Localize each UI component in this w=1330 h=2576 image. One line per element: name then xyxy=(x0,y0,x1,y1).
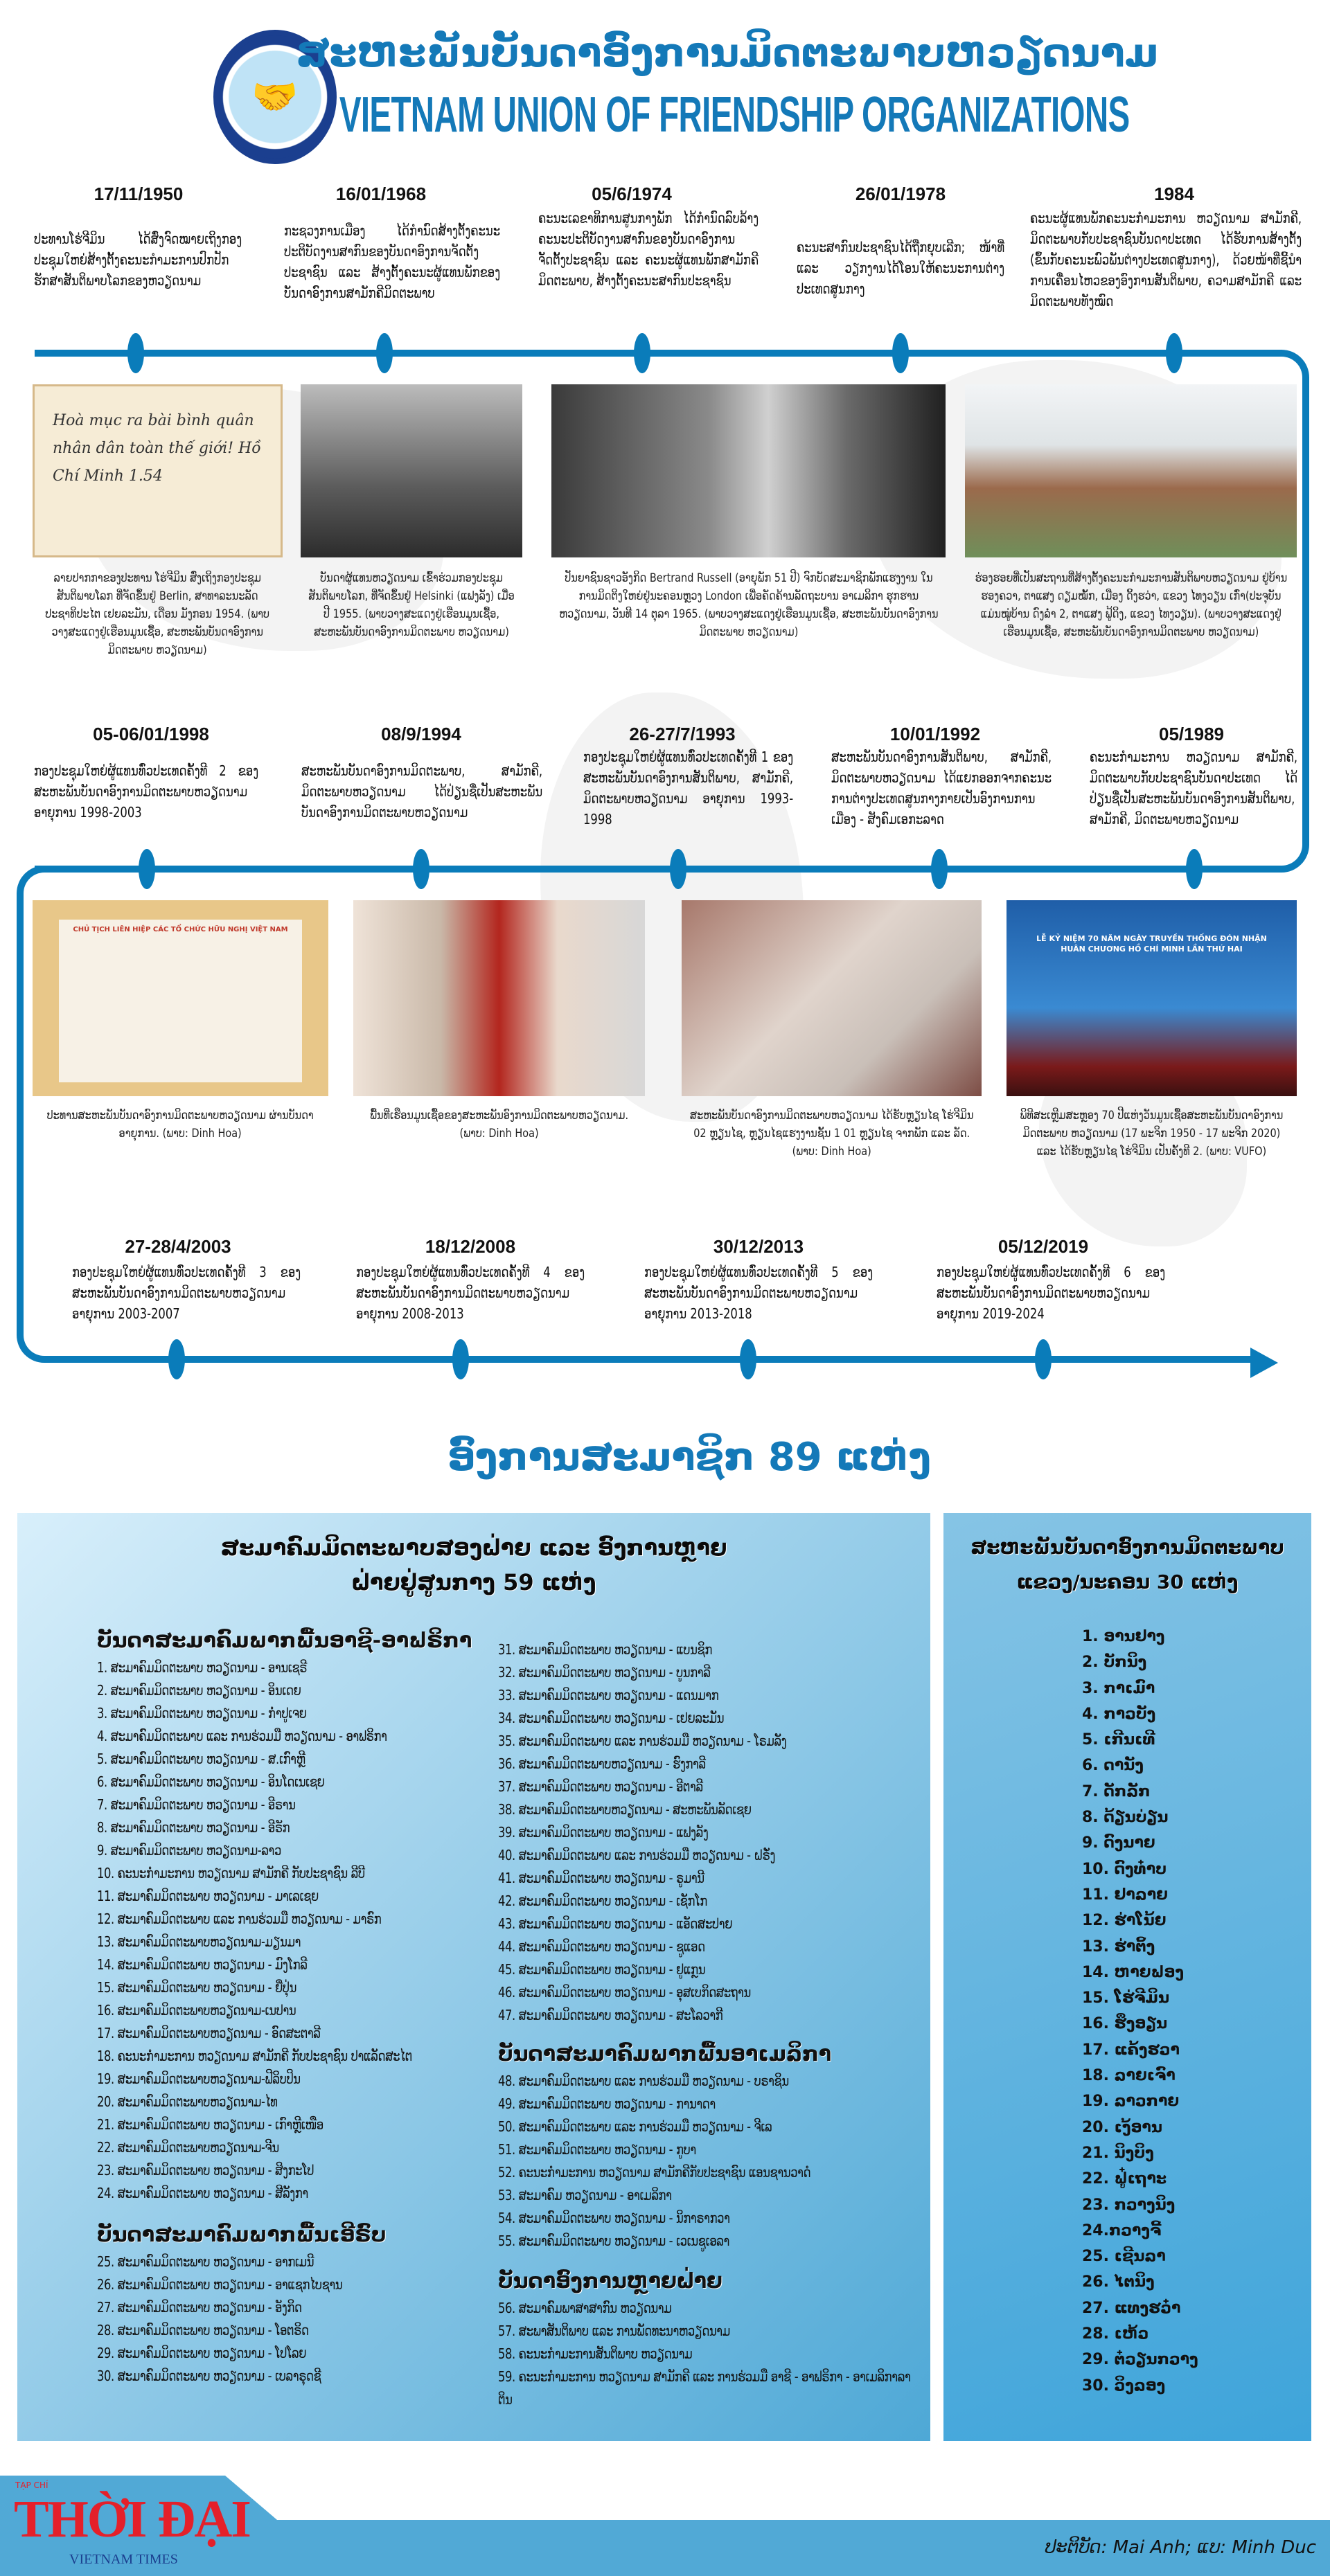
member-item: 49. ສະມາຄົມມິດຕະພາບ ຫວຽດນາມ - ການາດາ xyxy=(498,2095,716,2112)
timeline-dot xyxy=(931,849,948,889)
panel-left-title xyxy=(17,1530,930,1600)
member-item: 46. ສະມາຄົມມິດຕະພາບ ຫວຽດນາມ - ອຸສເບກິດສະຖານ xyxy=(498,1984,751,2001)
photo-caption-text: ຮ່ອງຮອຍທີ່ເປັນສະຖານທີ່ສ້າງຕັ້ງຄະນະກຳມະການສັນຕິພາບຫວຽດນາມ ຢູ່ບ້ານ ຮອງຄວາ, ຕາແສງ ດຽມໝັ້ກ, ເມືອງ ດິ້ງຮວ່າ, ແຂວງ ໄທງວຽນ ເກົ່າ(ປະຈຸບັນແມ່ນໝູ່ບ້ານ ດົງລ່ຳ 2, ຕາແສງ ຟູ້ດິງ, ແຂວງ ໄທງວຽນ). (ພາບວາງສະແດງຢູ່ເຮືອນມູນເຊື້ອ, ສະຫະພັນບັນດາອົງການມິດຕະພາບ ຫວຽດນາມ) xyxy=(975,571,1287,639)
section-heading: ບັນດາສະມາຄົມພາກພື້ນອາຊີ-ອາຟຣິກາ xyxy=(97,1629,472,1653)
panel-right-title xyxy=(943,1530,1311,1600)
photo-russell xyxy=(551,384,946,557)
province-item: 14. ຫາຍຟອງ xyxy=(1082,1963,1184,1981)
brand-small: TẠP CHÍ xyxy=(15,2480,48,2490)
member-item: 19. ສະມາຄົມມິດຕະພາບຫວຽດນາມ-ຟີລິບປິນ xyxy=(97,2070,301,2087)
member-item: 21. ສະມາຄົມມິດຕະພາບ ຫວຽດນາມ - ເກົາຫຼີເໜືອ xyxy=(97,2116,323,2133)
member-item: 9. ສະມາຄົມມິດຕະພາບ ຫວຽດນາມ-ລາວ xyxy=(97,1842,281,1859)
member-item: 44. ສະມາຄົມມິດຕະພາບ ຫວຽດນາມ - ຊູແອດ xyxy=(498,1938,705,1955)
photo-caption-text: ປະທານສະຫະພັນບັນດາອົງການມິດຕະພາບຫວຽດນາມ ຜ່ານບັນດາອາຍຸການ. (ພາບ: Dinh Hoa) xyxy=(46,1109,314,1141)
member-item: 20. ສະມາຄົມມິດຕະພາບຫວຽດນາມ-ໄທ xyxy=(97,2093,278,2110)
member-item: 27. ສະມາຄົມມິດຕະພາບ ຫວຽດນາມ - ອັງກິດ xyxy=(97,2299,302,2316)
province-item: 21. ນິງບິງ xyxy=(1082,2144,1154,2162)
panel-right-title-line1: ສະຫະພັນບັນດາອົງການມິດຕະພາບ xyxy=(970,1536,1284,1559)
timeline-date: 17/11/1950 xyxy=(94,184,184,204)
timeline-event-text-body: ຄະນະຜູ້ແທນພັກຄະນະກຳມະການ ຫວຽດນາມ ສາມັກຄີ, ມິດຕະພາບກັບປະຊາຊົນບັນດາປະເທດ ໄດ້ຮັບການສ້າງຕັ້ງ (ຂຶ້ນກັບຄະນະພົວພັນຕ່າງປະເທດສູນກາງ), ດ້ວຍໜ້າທີ່ຊີ້ນຳການເຄື່ອນໄຫວຂອງອົງການສັນຕິພາບ, ຄວາມສາມັກຄີ ແລະ ມິດຕະພາບທັງໝົດ xyxy=(1030,210,1302,310)
section-heading: ບັນດາອົງການຫຼາຍຝ່າຍ xyxy=(498,2269,722,2293)
photo-caption xyxy=(39,1107,321,1143)
province-item: 19. ລາວກາຍ xyxy=(1082,2093,1180,2111)
timeline-dot xyxy=(413,849,429,889)
photo-caption-text: ປັນຍາຊົນຊາວອັງກິດ Bertrand Russell (ອາຍຸພັກ 51 ປີ) ຈົກບັດສະມາຊິກພັກແຮງງານ ໃນການມິດຕິງໃຫຍ່ຢູ່ນະຄອນຫຼວງ London ເພື່ອຄັດຄ້ານລັດຖະບານ ອາເມລິກາ ຮຸກຮານຫວຽດນາມ, ວັນທີ 14 ຕຸລາ 1965. (ພາບວາງສະແດງຢູ່ເຮືອນມູນເຊື້ອ, ສະຫະພັນບັນດາອົງການມິດຕະພາບ ຫວຽດນາມ) xyxy=(558,571,939,639)
timeline-event-text-body: ຄະນະເລຂາທິການສູນກາງພັກ ໄດ້ກຳນົດລົບລ້າງຄະນະປະຕິບັດງານສາກົນຂອງບັນດາອົງການຈັດຕັ້ງປະຊາຊົນ ແລະ ຄະນະຜູ້ແທນພັກສາມັກຄີມິດຕະພາບ, ສ້າງຕັ້ງຄະນະສາກົນປະຊາຊົນ xyxy=(538,210,759,289)
timeline-date: 10/01/1992 xyxy=(889,724,981,744)
board-title: CHỦ TỊCH LIÊN HIỆP CÁC TỔ CHỨC HỮU NGHỊ VIỆT NAM xyxy=(73,926,288,933)
photo-caption xyxy=(39,569,276,659)
member-item: 1. ສະມາຄົມມິດຕະພາບ ຫວຽດນາມ - ອານເຊຣີ xyxy=(97,1659,308,1676)
timeline-date: 30/12/2013 xyxy=(713,1236,804,1257)
timeline-date: 05/6/1974 xyxy=(592,184,672,204)
timeline-dot xyxy=(376,333,393,373)
province-item: 24.ກວາງຈີ້ xyxy=(1082,2221,1162,2239)
timeline-date: 16/01/1968 xyxy=(335,184,427,204)
province-item: 17. ແຄ້ງຮວາ xyxy=(1082,2041,1180,2059)
timeline-dot xyxy=(168,1339,185,1379)
member-item: 25. ສະມາຄົມມິດຕະພາບ ຫວຽດນາມ - ອາກເມນີ xyxy=(97,2253,314,2270)
province-item: 10. ດົງທ໋າບ xyxy=(1082,1860,1167,1878)
province-item: 26. ໄຕນິງ xyxy=(1082,2273,1155,2291)
timeline-event-text-body: ກະຊວງການເມືອງ ໄດ້ກຳນົດສ້າງຕັ້ງຄະນະປະຕິບັດງານສາກົນຂອງບັນດາອົງການຈັດຕັ້ງປະຊາຊົນ ແລະ ສ້າງຕັ້ງຄະນະຜູ້ແທນພັກຂອງບັນດາອົງການສາມັກຄີມິດຕະພາບ xyxy=(284,222,501,301)
member-item: 43. ສະມາຄົມມິດຕະພາບ ຫວຽດນາມ - ແອັດສະປາຍ xyxy=(498,1915,733,1932)
province-item: 8. ດ້ຽນບ່ຽນ xyxy=(1082,1809,1169,1827)
timeline-dot xyxy=(892,333,909,373)
thoi-dai-logo: THỜI ĐẠI xyxy=(14,2490,250,2548)
member-item: 2. ສະມາຄົມມິດຕະພາບ ຫວຽດນາມ - ອິນເດຍ xyxy=(97,1682,301,1699)
province-item: 11. ຢາລາຍ xyxy=(1082,1886,1168,1904)
province-item: 30. ວິງລອງ xyxy=(1082,2377,1166,2395)
timeline-dot xyxy=(1035,1339,1052,1379)
member-item: 14. ສະມາຄົມມິດຕະພາບ ຫວຽດນາມ - ມົງໂກລີ xyxy=(97,1956,308,1973)
timeline-date: 08/9/1994 xyxy=(381,724,461,744)
member-item: 26. ສະມາຄົມມິດຕະພາບ ຫວຽດນາມ - ອາແຊກໄບຊານ xyxy=(97,2276,343,2293)
member-item: 37. ສະມາຄົມມິດຕະພາບ ຫວຽດນາມ - ອີຕາລີ xyxy=(498,1778,703,1795)
province-item: 1. ອານຢາງ xyxy=(1082,1628,1165,1645)
member-item: 47. ສະມາຄົມມິດຕະພາບ ຫວຽດນາມ - ສະໂລວາກີ xyxy=(498,2007,723,2023)
timeline-date: 1984 xyxy=(1154,184,1194,204)
timeline-event-text xyxy=(538,208,759,291)
member-item: 10. ຄະນະກຳມະການ ຫວຽດນາມ ສາມັກຄີ ກັບປະຊາຊົນ ລີບີ xyxy=(97,1865,365,1881)
timeline-event-text-body: ກອງປະຊຸມໃຫຍ່ຜູ້ແທນທົ່ວປະເທດຄັ້ງທີ 4 ຂອງສະຫະພັນບັນດາອົງການມິດຕະພາບຫວຽດນາມ ອາຍຸການ 2008-2013 xyxy=(356,1264,585,1322)
photo-70th-anniversary xyxy=(1007,900,1297,1096)
timeline-dot xyxy=(670,849,686,889)
province-item: 12. ຮ່າໂນ້ຍ xyxy=(1082,1912,1167,1930)
member-item: 55. ສະມາຄົມມິດຕະພາບ ຫວຽດນາມ - ເວເນຊູເອລາ xyxy=(498,2233,729,2249)
timeline-dot xyxy=(1186,849,1203,889)
province-item: 23. ກວາງນິງ xyxy=(1082,2196,1176,2214)
member-item: 35. ສະມາຄົມມິດຕະພາບ ແລະ ການຮ່ວມມື ຫວຽດນາມ - ໂຣມລັງ xyxy=(498,1733,787,1749)
member-column-provinces xyxy=(1082,1624,1304,2399)
member-item: 28. ສະມາຄົມມິດຕະພາບ ຫວຽດນາມ - ໂອຕຣິດ xyxy=(97,2322,309,2338)
province-item: 20. ເງ້ອານ xyxy=(1082,2118,1162,2136)
province-item: 25. ເຊີນລາ xyxy=(1082,2248,1166,2266)
member-item: 33. ສະມາຄົມມິດຕະພາບ ຫວຽດນາມ - ແດນມາກ xyxy=(498,1687,719,1703)
member-item: 39. ສະມາຄົມມິດຕະພາບ ຫວຽດນາມ - ແຟງລັງ xyxy=(498,1824,709,1841)
timeline-event-text xyxy=(34,760,258,823)
timeline-event-text xyxy=(797,237,1004,299)
member-item: 45. ສະມາຄົມມິດຕະພາບ ຫວຽດນາມ - ຢູແກຼນ xyxy=(498,1961,706,1978)
member-item: 29. ສະມາຄົມມິດຕະພາບ ຫວຽດນາມ - ໂປໂລຍ xyxy=(97,2345,307,2361)
member-item: 16. ສະມາຄົມມິດຕະພາບຫວຽດນາມ-ເນປານ xyxy=(97,2002,296,2019)
section-heading: ບັນດາສະມາຄົມພາກພື້ນອາເມລິກາ xyxy=(498,2042,832,2066)
timeline-event-text xyxy=(34,229,242,291)
photo-caption-text: ສະຫະພັນບັນດາອົງການມິດຕະພາບຫວຽດນາມ ໄດ້ຮັບຫຼຽນໄຊ ໂຮ່ຈີມິນ 02 ຫຼຽນໄຊ, ຫຼຽນໄຊແຮງງານຊັ້ນ 1 01 ຫຼຽນໄຊ ຈາກພັກ ແລະ ລັດ. (ພາບ: Dinh Hoa) xyxy=(689,1109,974,1159)
member-item: 11. ສະມາຄົມມິດຕະພາບ ຫວຽດນາມ - ມາເລເຊຍ xyxy=(97,1888,319,1904)
member-item: 54. ສະມາຄົມມິດຕະພາບ ຫວຽດນາມ - ນິກາຣາກວາ xyxy=(498,2210,730,2226)
province-item: 16. ຮຶງອຽນ xyxy=(1082,2015,1168,2033)
member-item: 31. ສະມາຄົມມິດຕະພາບ ຫວຽດນາມ - ແບນຊິກ xyxy=(498,1641,712,1658)
member-item: 23. ສະມາຄົມມິດຕະພາບ ຫວຽດນາມ - ສິງກະໂປ xyxy=(97,2162,314,2179)
timeline-event-text-body: ກອງປະຊຸມໃຫຍ່ຜູ້ແທນທົ່ວປະເທດຄັ້ງທີ 6 ຂອງສະຫະພັນບັນດາອົງການມິດຕະພາບຫວຽດນາມ ອາຍຸການ 2019-2024 xyxy=(937,1264,1166,1322)
photo-caption-text: ບັນດາຜູ້ແທນຫວຽດນາມ ເຂົ້າຮ່ວມກອງປະຊຸມສັນຕິພາບໂລກ, ທີ່ຈັດຂຶ້ນຢູ່ Helsinki (ແຟງລັງ) ເມື່ອປີ 1955. (ພາບວາງສະແດງຢູ່ເຮືອນມູນເຊື້ອ, ສະຫະພັນບັນດາອົງການມິດຕະພາບ ຫວຽດນາມ) xyxy=(308,571,515,639)
timeline-event-text-body: ກອງປະຊຸມໃຫຍ່ຜູ້ແທນທົ່ວປະເທດຄັ້ງທີ 1 ຂອງສະຫະພັນບັນດາອົງການສັນຕິພາບ, ສາມັກຄີ, ມິດຕະພາບຫວຽດນາມ ອາຍຸການ 1993-1998 xyxy=(583,749,794,828)
members-heading: ອົງການສະມາຊິກ 89 ແຫ່ງ xyxy=(447,1435,932,1480)
timeline-event-text-body: ສະຫະພັນບັນດາອົງການສັນຕິພາບ, ສາມັກຄີ, ມິດຕະພາບຫວຽດນາມ ໄດ້ແຍກອອກຈາກຄະນະການຕ່າງປະເທດສູນກາງກາຍເປັນອົງການການເມືອງ - ສັງຄົມເອກະລາດ xyxy=(831,749,1052,828)
member-item: 40. ສະມາຄົມມິດຕະພາບ ແລະ ການຮ່ວມມື ຫວຽດນາມ - ຝຣັ່ງ xyxy=(498,1847,775,1863)
province-item: 22. ຟູ໋ເຖາະ xyxy=(1082,2170,1167,2188)
member-item: 17. ສະມາຄົມມິດຕະພາບຫວຽດນາມ - ອົດສະຕາລີ xyxy=(97,2025,321,2041)
member-item: 57. ສະພາສັນຕິພາບ ແລະ ການພັດທະນາຫວຽດນາມ xyxy=(498,2323,730,2339)
province-item: 13. ຮ່າຕິ້ງ xyxy=(1082,1938,1155,1956)
member-column-1 xyxy=(97,1626,485,2388)
photo-caption xyxy=(308,569,515,641)
province-item: 7. ດັກລັກ xyxy=(1082,1782,1151,1800)
timeline-event-text-body: ກອງປະຊຸມໃຫຍ່ຜູ້ແທນທົ່ວປະເທດຄັ້ງທີ 3 ຂອງສະຫະພັນບັນດາອົງການມິດຕະພາບຫວຽດນາມ ອາຍຸການ 2003-2007 xyxy=(72,1264,301,1322)
member-item: 18. ຄະນະກຳມະການ ຫວຽດນາມ ສາມັກຄີ ກັບປະຊາຊົນ ປາແລັດສະໄຕ xyxy=(97,2048,412,2064)
member-item: 22. ສະມາຄົມມິດຕະພາບຫວຽດນາມ-ຈີນ xyxy=(97,2139,279,2156)
member-item: 38. ສະມາຄົມມິດຕະພາບຫວຽດນາມ - ສະຫະພັນລັດເຊຍ xyxy=(498,1801,752,1818)
timeline-event-text xyxy=(831,746,1052,830)
member-item: 24. ສະມາຄົມມິດຕະພາບ ຫວຽດນາມ - ສີລັງກາ xyxy=(97,2185,308,2201)
timeline-date: 05/12/2019 xyxy=(998,1236,1089,1257)
photo-caption xyxy=(972,569,1290,641)
timeline-dot xyxy=(1166,333,1182,373)
member-item: 50. ສະມາຄົມມິດຕະພາບ ແລະ ການຮ່ວມມື ຫວຽດນາມ - ຈີເລ xyxy=(498,2118,772,2135)
timeline-date: 26/01/1978 xyxy=(855,184,946,204)
timeline-event-text xyxy=(644,1262,873,1324)
member-item: 34. ສະມາຄົມມິດຕະພາບ ຫວຽດນາມ - ເຢຍລະມັນ xyxy=(498,1710,725,1726)
timeline-event-text xyxy=(356,1262,585,1324)
photo-museum-room xyxy=(353,900,645,1096)
photo-caption-text: ພື້ນທີ່ເຮືອນມູນເຊື້ອຂອງສະຫະພັນອົງການມິດຕະພາບຫວຽດນາມ. (ພາບ: Dinh Hoa) xyxy=(370,1109,629,1141)
anniversary-banner: LỄ KỶ NIỆM 70 NĂM NGÀY TRUYỀN THỐNG ĐÓN NHẬN HUÂN CHƯƠNG HỒ CHÍ MINH LẦN THỨ HAI xyxy=(1036,934,1267,954)
member-column-2 xyxy=(498,1638,914,2411)
photo-helsinki xyxy=(301,384,522,557)
photo-medals xyxy=(682,900,982,1096)
timeline-date: 18/12/2008 xyxy=(425,1236,516,1257)
timeline-date: 05-06/01/1998 xyxy=(93,724,209,744)
province-item: 18. ລາຍເຈົາ xyxy=(1082,2067,1176,2085)
timeline-event-text-body: ສະຫະພັນບັນດາອົງການມິດຕະພາບ, ສາມັກຄີ, ມິດຕະພາບຫວຽດນາມ ໄດ້ປ່ຽນຊື່ເປັນສະຫະພັນບັນດາອົງການມິດຕະພາບຫວຽດນາມ xyxy=(301,762,543,821)
timeline-dot xyxy=(634,333,650,373)
credit-text: ປະຕິບັດ: Mai Anh; ແບ: Minh Duc xyxy=(1045,2537,1316,2558)
photo-caption xyxy=(360,1107,638,1143)
brand-sub: VIETNAM TIMES xyxy=(69,2552,178,2567)
timeline-event-text-body: ກອງປະຊຸມໃຫຍ່ຜູ້ແທນທົ່ວປະເທດຄັ້ງທີ 5 ຂອງສະຫະພັນບັນດາອົງການມິດຕະພາບຫວຽດນາມ ອາຍຸການ 2013-2018 xyxy=(644,1264,874,1322)
photo-letter xyxy=(33,384,283,557)
photo-caption-text: ພິທີສະເຫຼີມສະຫຼອງ 70 ປີແຫ່ງວັນມູນເຊື້ອສະຫະພັນບັນດາອົງການມິດຕະພາບ ຫວຽດນາມ (17 ພະຈິກ 1950 - 17 ພະຈິກ 2020) ແລະ ໄດ້ຮັບຫຼຽນໄຊ ໂຮ່ຈີມິນ ເປັນຄັ້ງທີ 2. (ພາບ: VUFO) xyxy=(1020,1109,1284,1159)
panel-left-title-line2: ຝ່າຍຢູ່ສູນກາງ 59 ແຫ່ງ xyxy=(351,1569,596,1595)
timeline-event-text-body: ຄະນະກຳມະການ ຫວຽດນາມ ສາມັກຄີ, ມິດຕະພາບກັບປະຊາຊົນບັນດາປະເທດ ໄດ້ປ່ຽນຊື່ເປັນສະຫະພັນບັນດາອົງການສັນຕິພາບ, ສາມັກຄີ, ມິດຕະພາບຫວຽດນາມ xyxy=(1090,749,1298,828)
photo-caption xyxy=(689,1107,975,1161)
member-item: 53. ສະມາຄົມ ຫວຽດນາມ - ອາເມລິກາ xyxy=(498,2187,672,2203)
member-item: 6. ສະມາຄົມມິດຕະພາບ ຫວຽດນາມ - ອິນໂດເນເຊຍ xyxy=(97,1773,325,1790)
photo-caption-text: ລາຍປາກກາຂອງປະທານ ໂຮ່ຈີມິນ ສົ່ງເຖິງກອງປະຊຸມສັນຕິພາບໂລກ ທີ່ຈັດຂຶ້ນຢູ່ Berlin, ສາທາລະນະລັດ ປະຊາທິປະໄຕ ເຢຍລະມັນ, ເດືອນ ມັງກອນ 1954. (ພາບວາງສະແດງຢູ່ເຮືອນມູນເຊື້ອ, ສະຫະພັນບັນດາອົງການມິດຕະພາບ ຫວຽດນາມ) xyxy=(45,571,270,657)
timeline-event-text xyxy=(1030,208,1302,312)
member-item: 4. ສະມາຄົມມິດຕະພາບ ແລະ ການຮ່ວມມື ຫວຽດນາມ - ອາຟຣິກາ xyxy=(97,1728,387,1744)
timeline-event-text xyxy=(284,220,500,303)
photo-caption xyxy=(558,569,939,641)
member-item: 42. ສະມາຄົມມິດຕະພາບ ຫວຽດນາມ - ເຊັກໂກ xyxy=(498,1893,707,1909)
timeline-date: 27-28/4/2003 xyxy=(125,1236,231,1257)
timeline-dot xyxy=(452,1339,469,1379)
province-item: 4. ກາວບັງ xyxy=(1082,1705,1156,1723)
province-item: 9. ດົງນາຍ xyxy=(1082,1834,1155,1852)
timeline-event-text-body: ປະທານໂຮ່ຈີມິນ ໄດ້ສົ່ງຈົດໝາຍເຖິງກອງປະຊຸມໃຫຍ່ສ້າງຕັ້ງຄະນະກຳມະການປົກປັກຮັກສາສັນຕິພາບໂລກຂອງຫວຽດນາມ xyxy=(34,231,242,289)
province-item: 27. ແທງຮວ໋າ xyxy=(1082,2299,1181,2317)
panel-right-title-line2: ແຂວງ/ນະຄອນ 30 ແຫ່ງ xyxy=(1016,1571,1239,1593)
photo-presidents-board xyxy=(33,900,328,1096)
member-item: 59. ຄະນະກຳມະການ ຫວຽດນາມ ສາມັກຄີ ແລະ ການຮ່ວມມື ອາຊີ - ອາຟຣິກາ - ອາເມລິກາລາຕິນ xyxy=(498,2368,911,2408)
member-item: 5. ສະມາຄົມມິດຕະພາບ ຫວຽດນາມ - ສ.ເກົາຫຼີ xyxy=(97,1751,305,1767)
timeline-dot xyxy=(127,333,144,373)
timeline-event-text xyxy=(1090,746,1297,830)
member-item: 41. ສະມາຄົມມິດຕະພາບ ຫວຽດນາມ - ຣູມານີ xyxy=(498,1870,704,1886)
panel-left-title-line1: ສະມາຄົມມິດຕະພາບສອງຝ່າຍ ແລະ ອົງການຫຼາຍ xyxy=(220,1535,727,1561)
timeline-event-text xyxy=(583,746,793,830)
member-item: 51. ສະມາຄົມມິດຕະພາບ ຫວຽດນາມ - ກູບາ xyxy=(498,2141,696,2158)
member-item: 3. ສະມາຄົມມິດຕະພາບ ຫວຽດນາມ - ກຳປູເຈຍ xyxy=(97,1705,307,1721)
title-lao: ສະຫະພັນບັນດາອົງການມິດຕະພາບຫວຽດນາມ xyxy=(296,29,1159,76)
title-en xyxy=(0,86,1330,144)
handshake-icon: 🤝 xyxy=(251,75,299,118)
province-item: 28. ເຫ້ວ xyxy=(1082,2325,1149,2343)
timeline-dot xyxy=(139,849,155,889)
timeline-event-text xyxy=(301,760,542,823)
province-item: 29. ຕ໋ວຽນກວາງ xyxy=(1082,2351,1198,2369)
province-item: 15. ໂຮ່ຈີມິນ xyxy=(1082,1989,1170,2007)
timeline-event-text xyxy=(72,1262,301,1324)
member-item: 56. ສະມາຄົມພາສາສາກົນ ຫວຽດນາມ xyxy=(498,2300,672,2316)
letter-handwriting: Hoà mục ra bài bình quân nhân dân toàn thế giới! Hồ Chí Minh 1.54 xyxy=(53,412,261,485)
member-item: 36. ສະມາຄົມມິດຕະພາບຫວຽດນາມ - ຮົງກາລີ xyxy=(498,1755,706,1772)
province-item: 5. ເກີນເທີ xyxy=(1082,1731,1155,1749)
timeline-event-text-body: ຄະນະສາກົນປະຊາຊົນໄດ້ຖືກຍຸບເລີກ; ໜ້າທີ່ ແລະ ວຽກງານໄດ້ໂອນໃຫ້ຄະນະການຕ່າງປະເທດສູນກາງ xyxy=(797,239,1005,297)
timeline-dot xyxy=(740,1339,756,1379)
member-item: 12. ສະມາຄົມມິດຕະພາບ ແລະ ການຮ່ວມມື ຫວຽດນາມ - ມາຣົກ xyxy=(97,1911,382,1927)
timeline-event-text xyxy=(937,1262,1165,1324)
member-item: 8. ສະມາຄົມມິດຕະພາບ ຫວຽດນາມ - ອີຣັກ xyxy=(97,1819,290,1836)
province-item: 3. ກາເມົາ xyxy=(1082,1679,1155,1697)
arrow-right-icon xyxy=(1250,1348,1278,1378)
title-en-text: VIETNAM UNION OF FRIENDSHIP ORGANIZATIONS xyxy=(339,87,1130,143)
timeline-date: 05/1989 xyxy=(1159,724,1224,744)
timeline-date: 26-27/7/1993 xyxy=(629,724,736,744)
member-item: 7. ສະມາຄົມມິດຕະພາບ ຫວຽດນາມ - ອີຣານ xyxy=(97,1796,296,1813)
province-item: 6. ດານັງ xyxy=(1082,1757,1144,1775)
section-heading: ບັນດາສະມາຄົມພາກພື້ນເອີຣົບ xyxy=(97,2223,387,2247)
member-item: 32. ສະມາຄົມມິດຕະພາບ ຫວຽດນາມ - ບູນກາລີ xyxy=(498,1664,711,1681)
member-item: 30. ສະມາຄົມມິດຕະພາບ ຫວຽດນາມ - ເບລາຣຸດຊີ xyxy=(97,2368,321,2384)
photo-caption xyxy=(1013,1107,1290,1161)
province-item: 2. ບັກນິງ xyxy=(1082,1654,1147,1672)
photo-memorial-site xyxy=(965,384,1297,557)
member-item: 15. ສະມາຄົມມິດຕະພາບ ຫວຽດນາມ - ຍີ່ປຸ່ນ xyxy=(97,1979,297,1996)
member-item: 48. ສະມາຄົມມິດຕະພາບ ແລະ ການຮ່ວມມື ຫວຽດນາມ - ບຣາຊິນ xyxy=(498,2073,789,2089)
timeline-event-text-body: ກອງປະຊຸມໃຫຍ່ຜູ້ແທນທົ່ວປະເທດຄັ້ງທີ 2 ຂອງສະຫະພັນບັນດາອົງການມິດຕະພາບຫວຽດນາມ ອາຍຸການ 1998-2003 xyxy=(34,762,259,821)
member-item: 58. ຄະນະກຳມະການສັນຕິພາບ ຫວຽດນາມ xyxy=(498,2345,693,2362)
member-item: 13. ສະມາຄົມມິດຕະພາບຫວຽດນາມ-ມຽນມາ xyxy=(97,1933,301,1950)
member-item: 52. ຄະນະກຳມະການ ຫວຽດນາມ ສາມັກຄີກັບປະຊາຊົນ ແອນຊານວາດໍ xyxy=(498,2164,811,2181)
